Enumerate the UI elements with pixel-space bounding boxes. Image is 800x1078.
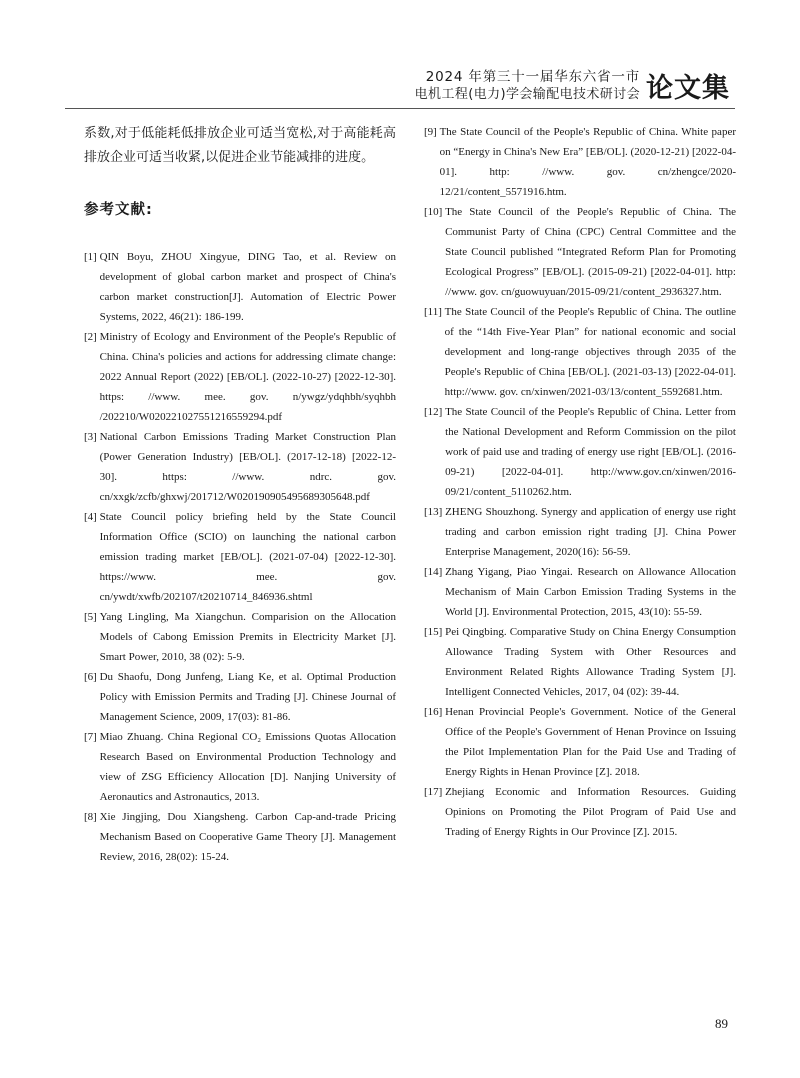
right-column — [424, 122, 736, 842]
reference-text: Yang Lingling, Ma Xiangchun. Comparision on the Allocation Models of Cabong Emission Premits in Electricity Market [J]. Smart Power, 2010, 38 (02): 5-9. — [99, 611, 396, 663]
header-rule — [65, 108, 735, 109]
reference-number: [4] — [84, 511, 100, 523]
header-brand: 论文集 — [646, 73, 730, 104]
reference-number: [13] — [424, 506, 446, 518]
reference-item — [424, 402, 736, 502]
reference-text: The State Council of the People's Republic of China. White paper on “Energy in China's New Era” [EB/OL]. (2020-12-21) [2022-04-01]. http: //www. gov. cn/zhengce/2020-12/21/content_5571916.htm. — [439, 126, 736, 198]
reference-list-right — [424, 122, 736, 842]
reference-number: [7] — [84, 731, 100, 743]
reference-text: ZHENG Shouzhong. Synergy and application of energy use right trading and carbon emission right trading [J]. China Power Enterprise Management, 2020(16): 56-59. — [445, 506, 736, 558]
header-text — [415, 68, 640, 104]
reference-text: QIN Boyu, ZHOU Xingyue, DING Tao, et al. Review on development of global carbon market and prospect of China's carbon market construction[J]. Automation of Electric Power Systems, 2022, 46(21): 186-199. — [99, 251, 396, 323]
reference-number: [2] — [84, 331, 100, 343]
reference-number: [14] — [424, 566, 446, 578]
intro-paragraph: 系数,对于低能耗低排放企业可适当宽松,对于高能耗高排放企业可适当收紧,以促进企业节能减排的进度。 — [84, 126, 396, 165]
header-conference-line: 2024 年第三十一届华东六省一市 — [425, 68, 640, 85]
reference-item — [84, 507, 396, 607]
reference-number: [1] — [84, 251, 100, 263]
reference-list-left — [84, 247, 396, 867]
reference-item — [424, 562, 736, 622]
reference-item — [424, 622, 736, 702]
reference-text: State Council policy briefing held by the State Council Information Office (SCIO) on launching the national carbon emission trading market [EB/OL]. (2021-07-04) [2022-12-30]. https://www. mee. gov. cn/ywdt/xwfb/202107/t20210714_846936.shtml — [99, 511, 396, 603]
reference-text: The State Council of the People's Republic of China. The outline of the “14th Five-Year Plan” for national economic and social development and long-range objectives through 2035 of the People's Republic of China [EB/OL]. (2021-03-13) [2022-04-01]. http://www. gov. cn/xinwen/2021-03/13/content_5592681.htm. — [444, 306, 736, 398]
reference-number: [11] — [424, 306, 445, 318]
reference-number: [10] — [424, 206, 446, 218]
reference-number: [9] — [424, 126, 440, 138]
reference-number: [17] — [424, 786, 446, 798]
reference-text: The State Council of the People's Republic of China. The Communist Party of China (CPC) Central Committee and the State Council published “Integrated Reform Plan for Promoting Ecological Progress” [EB/OL]. (2015-09-21) [2022-04-01]. http: //www. gov. cn/guowuyuan/2015-09/21/content_2936327.htm. — [445, 206, 736, 298]
references-heading: 参考文献: — [84, 202, 153, 218]
reference-item — [84, 327, 396, 427]
reference-item — [84, 807, 396, 867]
reference-item — [424, 302, 736, 402]
reference-number: [5] — [84, 611, 100, 623]
reference-text: Pei Qingbing. Comparative Study on China Energy Consumption Allowance Trading System with Other Resources and Environment Related Rights Allowance Trading System [J]. Intelligent Connected Vehicles, 2017, 04 (02): 39-44. — [445, 626, 736, 698]
reference-item — [424, 202, 736, 302]
reference-item — [424, 502, 736, 562]
header-symposium-line: 电机工程(电力)学会输配电技术研讨会 — [414, 86, 640, 102]
reference-text: Zhejiang Economic and Information Resources. Guiding Opinions on Promoting the Pilot Program of Paid Use and Trading of Energy Rights in Our Province [Z]. 2015. — [445, 786, 736, 838]
reference-number: [15] — [424, 626, 446, 638]
reference-item — [84, 727, 396, 807]
reference-number: [6] — [84, 671, 100, 683]
reference-item — [84, 427, 396, 507]
reference-item — [424, 782, 736, 842]
left-column — [84, 122, 396, 867]
reference-item — [84, 607, 396, 667]
running-header — [415, 66, 730, 105]
reference-item — [84, 667, 396, 727]
reference-text: Zhang Yigang, Piao Yingai. Research on Allowance Allocation Mechanism of Main Carbon Emission Trading Systems in the World [J]. Environmental Protection, 2015, 43(10): 55-59. — [445, 566, 736, 618]
reference-number: [16] — [424, 706, 446, 718]
reference-item — [84, 247, 396, 327]
reference-text: Henan Provincial People's Government. Notice of the General Office of the People's Government of Henan Province on Issuing the Pilot Implementation Plan for the Paid Use and Trading of Energy Rights in Henan Province [Z]. 2018. — [445, 706, 736, 778]
page-number: 89 — [715, 1016, 728, 1031]
reference-text: Miao Zhuang. China Regional CO₂ Emissions Quotas Allocation Research Based on Environmental Production Technology and view of ZSG Efficiency Allocation [D]. Nanjing University of Aeronautics and Astronautics, 2013. — [99, 731, 396, 803]
reference-text: The State Council of the People's Republic of China. Letter from the National Development and Reform Commission on the pilot work of paid use and trading of energy use right [EB/OL]. (2016-09-21) [2022-04-01]. http://www.gov.cn/xinwen/2016-09/21/content_5110262.htm. — [445, 406, 736, 498]
reference-number: [3] — [84, 431, 100, 443]
reference-item — [424, 122, 736, 202]
reference-number: [8] — [84, 811, 100, 823]
reference-number: [12] — [424, 406, 446, 418]
reference-item — [424, 702, 736, 782]
reference-text: Xie Jingjing, Dou Xiangsheng. Carbon Cap-and-trade Pricing Mechanism Based on Cooperative Game Theory [J]. Management Review, 2016, 28(02): 15-24. — [99, 811, 396, 863]
reference-text: National Carbon Emissions Trading Market Construction Plan (Power Generation Industry) [EB/OL]. (2017-12-18) [2022-12-30]. https: //www. ndrc. gov. cn/xxgk/zcfb/ghxwj/201712/W020190905495689305648.pdf — [99, 431, 396, 503]
reference-text: Du Shaofu, Dong Junfeng, Liang Ke, et al. Optimal Production Policy with Emission Permits and Trading [J]. Chinese Journal of Management Science, 2009, 17(03): 81-86. — [99, 671, 396, 723]
reference-text: Ministry of Ecology and Environment of the People's Republic of China. China's policies and actions for addressing climate change: 2022 Annual Report (2022) [EB/OL]. (2022-10-27) [2022-12-30]. https: //www. mee. gov. n/ywgz/ydqhbh/syqhbh /202210/W020221027551216559294.pdf — [99, 331, 396, 423]
